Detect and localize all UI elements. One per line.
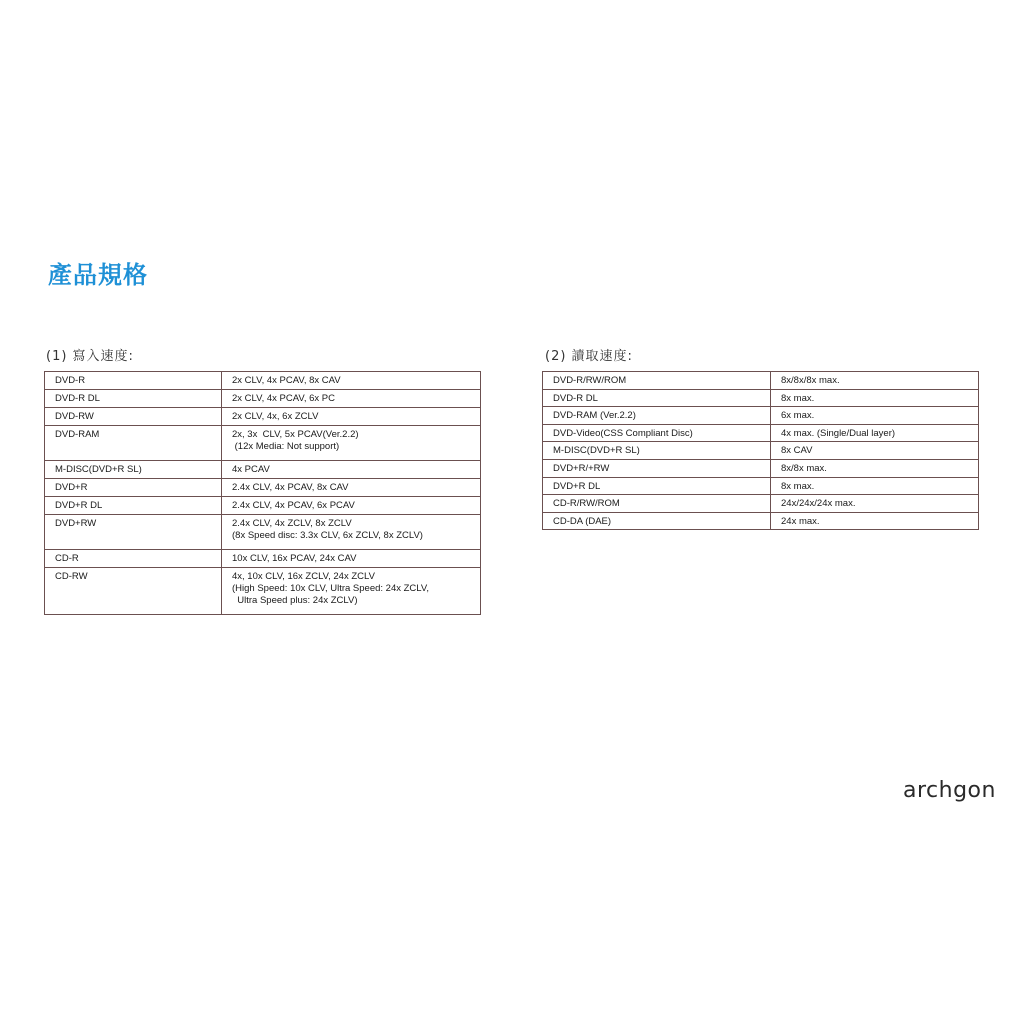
- speed-line: 2x CLV, 4x PCAV, 6x PC: [232, 393, 335, 404]
- write-speed-table: [44, 371, 481, 615]
- read-speed-cell: [771, 407, 979, 425]
- media-type: DVD-Video(CSS Compliant Disc): [553, 427, 693, 439]
- write-speed-cell: [222, 568, 481, 615]
- table-row: [543, 407, 979, 425]
- speed-line: (8x Speed disc: 3.3x CLV, 6x ZCLV, 8x ZCLV): [232, 530, 423, 541]
- write-speed-cell: [222, 515, 481, 550]
- media-type: DVD-RW: [55, 411, 94, 422]
- read-speed-cell: [771, 372, 979, 390]
- read-speed-cell: [771, 495, 979, 513]
- media-type: M-DISC(DVD+R SL): [553, 445, 640, 457]
- table-row: [543, 372, 979, 390]
- read-speed-cell: [771, 459, 979, 477]
- table-row: [45, 408, 481, 426]
- table-row: [45, 372, 481, 390]
- speed-line: (High Speed: 10x CLV, Ultra Speed: 24x ZCLV,: [232, 583, 429, 594]
- speed-line: (12x Media: Not support): [232, 441, 340, 452]
- write-speed-cell: [222, 426, 481, 461]
- write-speed-cell: [222, 372, 481, 390]
- read-speed-value: 24x max.: [781, 515, 820, 527]
- media-type: M-DISC(DVD+R SL): [55, 464, 142, 475]
- table-row: [45, 426, 481, 461]
- media-type-cell: [45, 497, 222, 515]
- speed-line: 2x, 3x CLV, 5x PCAV(Ver.2.2): [232, 429, 359, 440]
- table-row: [45, 515, 481, 550]
- table-row: [543, 495, 979, 513]
- table-row: [45, 461, 481, 479]
- table-row: [543, 442, 979, 460]
- media-type-cell: [543, 477, 771, 495]
- read-speed-heading: (2) 讀取速度:: [545, 349, 633, 364]
- media-type-cell: [45, 426, 222, 461]
- read-speed-table: [542, 371, 979, 530]
- table-row: [45, 568, 481, 615]
- table-row: [543, 424, 979, 442]
- speed-line: 2.4x CLV, 4x ZCLV, 8x ZCLV: [232, 518, 352, 529]
- speed-line: 2.4x CLV, 4x PCAV, 6x PCAV: [232, 500, 355, 511]
- table-row: [45, 497, 481, 515]
- media-type: CD-DA (DAE): [553, 515, 612, 527]
- read-speed-value: 8x/8x max.: [781, 462, 827, 474]
- media-type: DVD-R DL: [55, 393, 100, 404]
- media-type: DVD+R: [55, 482, 88, 493]
- media-type-cell: [543, 495, 771, 513]
- media-type-cell: [45, 479, 222, 497]
- media-type: DVD-RAM (Ver.2.2): [553, 410, 636, 422]
- write-speed-cell: [222, 408, 481, 426]
- read-speed-cell: [771, 512, 979, 530]
- read-speed-cell: [771, 424, 979, 442]
- speed-line: 2x CLV, 4x PCAV, 8x CAV: [232, 375, 341, 386]
- speed-line: 2x CLV, 4x, 6x ZCLV: [232, 411, 319, 422]
- table-row: [543, 459, 979, 477]
- write-speed-heading: (1) 寫入速度:: [46, 349, 134, 364]
- media-type: DVD-R/RW/ROM: [553, 375, 627, 386]
- media-type-cell: [45, 568, 222, 615]
- read-speed-value: 8x CAV: [781, 445, 813, 457]
- media-type: DVD+R DL: [553, 480, 601, 492]
- write-speed-cell: [222, 550, 481, 568]
- read-speed-cell: [771, 442, 979, 460]
- media-type-cell: [543, 512, 771, 530]
- media-type-cell: [543, 407, 771, 425]
- table-row: [45, 479, 481, 497]
- read-speed-value: 8x/8x/8x max.: [781, 375, 840, 386]
- speed-line: 4x PCAV: [232, 464, 270, 475]
- read-speed-value: 8x max.: [781, 392, 815, 404]
- table-row: [45, 390, 481, 408]
- media-type-cell: [45, 550, 222, 568]
- media-type-cell: [543, 424, 771, 442]
- media-type: DVD-R DL: [553, 392, 598, 404]
- media-type-cell: [543, 459, 771, 477]
- media-type: DVD+R DL: [55, 500, 103, 511]
- read-speed-value: 8x max.: [781, 480, 815, 492]
- media-type: DVD-R: [55, 375, 86, 386]
- media-type-cell: [543, 442, 771, 460]
- table-row: [45, 550, 481, 568]
- page-title: 產品規格: [48, 261, 148, 289]
- read-speed-cell: [771, 477, 979, 495]
- read-speed-cell: [771, 389, 979, 407]
- media-type: CD-R/RW/ROM: [553, 498, 620, 510]
- media-type: DVD-RAM: [55, 429, 100, 440]
- media-type-cell: [45, 515, 222, 550]
- media-type-cell: [45, 408, 222, 426]
- media-type: CD-RW: [55, 571, 88, 582]
- media-type-cell: [45, 390, 222, 408]
- media-type-cell: [543, 372, 771, 390]
- media-type: DVD+R/+RW: [553, 462, 610, 474]
- media-type: CD-R: [55, 553, 79, 564]
- write-speed-cell: [222, 479, 481, 497]
- speed-line: 4x, 10x CLV, 16x ZCLV, 24x ZCLV: [232, 571, 375, 582]
- write-speed-cell: [222, 461, 481, 479]
- speed-line: Ultra Speed plus: 24x ZCLV): [232, 595, 358, 606]
- read-speed-value: 4x max. (Single/Dual layer): [781, 427, 896, 439]
- media-type-cell: [45, 461, 222, 479]
- write-speed-cell: [222, 390, 481, 408]
- table-row: [543, 477, 979, 495]
- speed-line: 10x CLV, 16x PCAV, 24x CAV: [232, 553, 357, 564]
- media-type: DVD+RW: [55, 518, 97, 529]
- media-type-cell: [543, 389, 771, 407]
- archgon-logo: archgon: [903, 778, 996, 803]
- read-speed-value: 6x max.: [781, 410, 815, 422]
- read-speed-value: 24x/24x/24x max.: [781, 498, 856, 510]
- media-type-cell: [45, 372, 222, 390]
- table-row: [543, 389, 979, 407]
- write-speed-cell: [222, 497, 481, 515]
- table-row: [543, 512, 979, 530]
- speed-line: 2.4x CLV, 4x PCAV, 8x CAV: [232, 482, 349, 493]
